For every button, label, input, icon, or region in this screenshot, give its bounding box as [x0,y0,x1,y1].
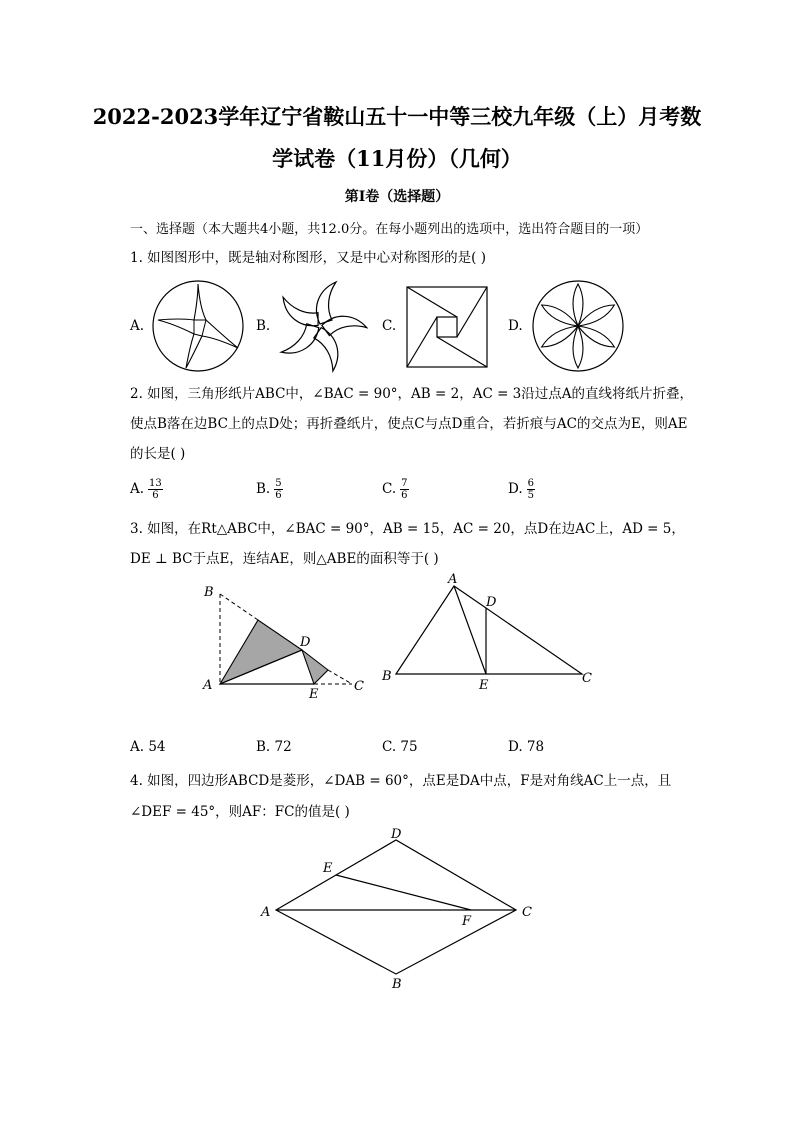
q1-option-b-label: B. [256,318,271,334]
question-4-line1: 4. 如图，四边形ABCD是菱形，∠DAB = 60°，点E是DA中点，F是对角线AC上一点，且 [130,773,672,789]
question-2-line3: 的长是( ) [130,446,186,462]
q3-fig1-label-c: C [354,679,364,694]
q3-fig1-label-b: B [204,585,214,600]
q3-option-d: D. 78 [508,739,545,755]
q3-fig1-label-e: E [309,687,319,700]
q1-option-a-label: A. [130,318,145,334]
q1-figure-d-flower-in-circle [530,278,626,374]
q4-fig-label-f: F [462,914,472,929]
q2-option-d-denominator: 5 [527,490,535,501]
q2-option-a [130,478,163,501]
page-title-line1: 2022-2023学年辽宁省鞍山五十一中等三校九年级（上）月考数 [92,104,702,129]
q2-option-c-numerator: 7 [401,478,408,489]
q2-option-c-denominator: 6 [401,490,408,501]
q2-option-d [508,478,535,501]
q2-option-a-label: A. [130,481,145,497]
q3-fig1-label-a: A [203,678,213,693]
q2-option-c [382,478,409,501]
q4-fig-label-e: E [323,861,333,876]
q2-option-d-label: D. [508,481,523,497]
question-3-line1: 3. 如图，在Rt△ABC中，∠BAC = 90°，AB = 15，AC = 20，点D在边AC上，AD = 5， [130,521,685,537]
q3-fig1-label-d: D [300,635,311,650]
q2-option-a-fraction [148,478,163,501]
q2-option-c-label: C. [382,481,397,497]
q2-option-d-fraction [527,478,535,501]
q1-option-c-label: C. [382,318,397,334]
q2-option-b-label: B. [256,481,271,497]
q2-option-b [256,478,283,501]
q3-option-b: B. 72 [256,739,292,755]
question-1-text: 1. 如图图形中，既是轴对称图形，又是中心对称图形的是( ) [130,250,486,266]
q2-option-a-numerator: 13 [149,478,162,489]
q4-figure-rhombus [256,826,546,996]
q2-option-b-numerator: 5 [275,478,282,489]
question-2-line2: 使点B落在边BC上的点D处；再折叠纸片，使点C与点D重合，若折痕与AC的交点为E，则AE [130,416,688,432]
q3-figure-2-right-triangle [378,570,598,692]
q3-fig1-shaded-region-2 [302,650,328,684]
question-4-line2: ∠DEF = 45°，则AF：FC的值是( ) [130,804,350,820]
q1-figure-b-crescent-pinwheel [272,278,368,374]
q2-option-c-fraction [400,478,408,501]
section-title: 第I卷（选择题） [344,189,450,205]
page-title-line2: 学试卷（11月份）（几何） [272,146,522,171]
q3-fig2-label-d: D [486,595,497,610]
q1-figure-c-square-pinwheel [404,284,490,370]
q3-option-a: A. 54 [130,739,166,755]
question-3-line2: DE ⊥ BC于点E，连结AE，则△ABE的面积等于( ) [130,551,439,567]
q4-fig-label-b: B [392,977,402,992]
q2-option-d-numerator: 6 [527,478,535,489]
q4-fig-label-d: D [391,827,402,842]
part-heading: 一、选择题（本大题共4小题，共12.0分。在每小题列出的选项中，选出符合题目的一项） [130,222,649,237]
q3-figure-1-folded-triangle [196,580,376,700]
q3-fig2-label-c: C [582,671,592,686]
q3-fig2-label-a: A [448,572,458,587]
question-2-line1: 2. 如图，三角形纸片ABC中，∠BAC = 90°，AB = 2，AC = 3沿过点A的直线将纸片折叠， [130,386,694,402]
q3-fig2-label-b: B [382,669,392,684]
q1-figure-a-star-in-circle [150,278,246,374]
q2-option-a-denominator: 6 [152,490,159,501]
q3-fig2-label-e: E [479,678,489,692]
q4-fig-label-c: C [522,905,532,920]
q2-option-b-fraction [274,478,282,501]
q3-option-c: C. 75 [382,739,418,755]
q1-option-d-label: D. [508,318,523,334]
q2-option-b-denominator: 6 [275,490,282,501]
q3-fig1-shaded-region-1 [220,620,302,684]
q4-fig-label-a: A [261,905,271,920]
